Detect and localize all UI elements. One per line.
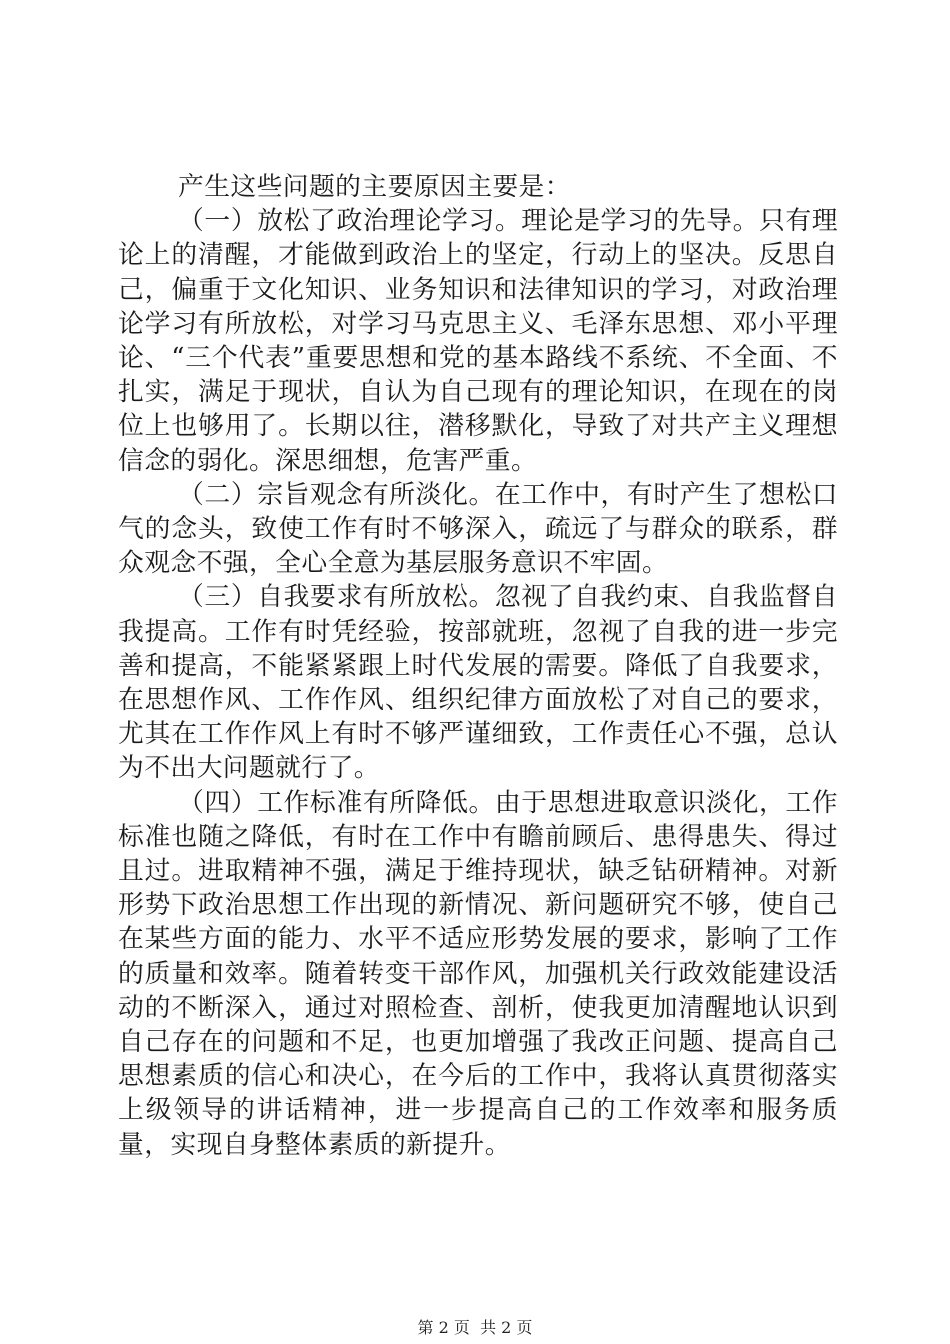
paragraph-intro: 产生这些问题的主要原因主要是：: [178, 172, 571, 202]
document-body: [118, 170, 838, 1162]
page-footer: [0, 1318, 950, 1338]
paragraph-section-2: （二）宗旨观念有所淡化。在工作中，有时产生了想松口气的念头，致使工作有时不够深入，疏远了与群众的联系，群众观念不强，全心全意为基层服务意识不牢固。: [118, 479, 838, 579]
paragraph-section-1: （一）放松了政治理论学习。理论是学习的先导。只有理论上的清醒，才能做到政治上的坚定，行动上的坚决。反思自己，偏重于文化知识、业务知识和法律知识的学习，对政治理论学习有所放松，对学习马克思主义、毛泽东思想、邓小平理论、“三个代表”重要思想和党的基本路线不系统、不全面、不扎实，满足于现状，自认为自己现有的理论知识，在现在的岗位上也够用了。长期以往，潜移默化，导致了对共产主义理想信念的弱化。深思细想，危害严重。: [118, 206, 838, 476]
paragraph-section-3: （三）自我要求有所放松。忽视了自我约束、自我监督自我提高。工作有时凭经验，按部就班，忽视了自我的进一步完善和提高，不能紧紧跟上时代发展的需要。降低了自我要求，在思想作风、工作作风、组织纪律方面放松了对自己的要求，尤其在工作作风上有时不够严谨细致，工作责任心不强，总认为不出大问题就行了。: [118, 582, 838, 784]
paragraph-section-4: （四）工作标准有所降低。由于思想进取意识淡化，工作标准也随之降低，有时在工作中有瞻前顾后、患得患失、得过且过。进取精神不强，满足于维持现状，缺乏钻研精神。对新形势下政治思想工作出现的新情况、新问题研究不够，使自己在某些方面的能力、水平不适应形势发展的要求，影响了工作的质量和效率。随着转变干部作风，加强机关行政效能建设活动的不断深入，通过对照检查、剖析，使我更加清醒地认识到自己存在的问题和不足，也更加增强了我改正问题、提高自己思想素质的信心和决心，在今后的工作中，我将认真贯彻落实上级领导的讲话精神，进一步提高自己的工作效率和服务质量，实现自身整体素质的新提升。: [118, 787, 838, 1160]
page-number-label: 第 2 页 共 2 页: [417, 1318, 533, 1337]
